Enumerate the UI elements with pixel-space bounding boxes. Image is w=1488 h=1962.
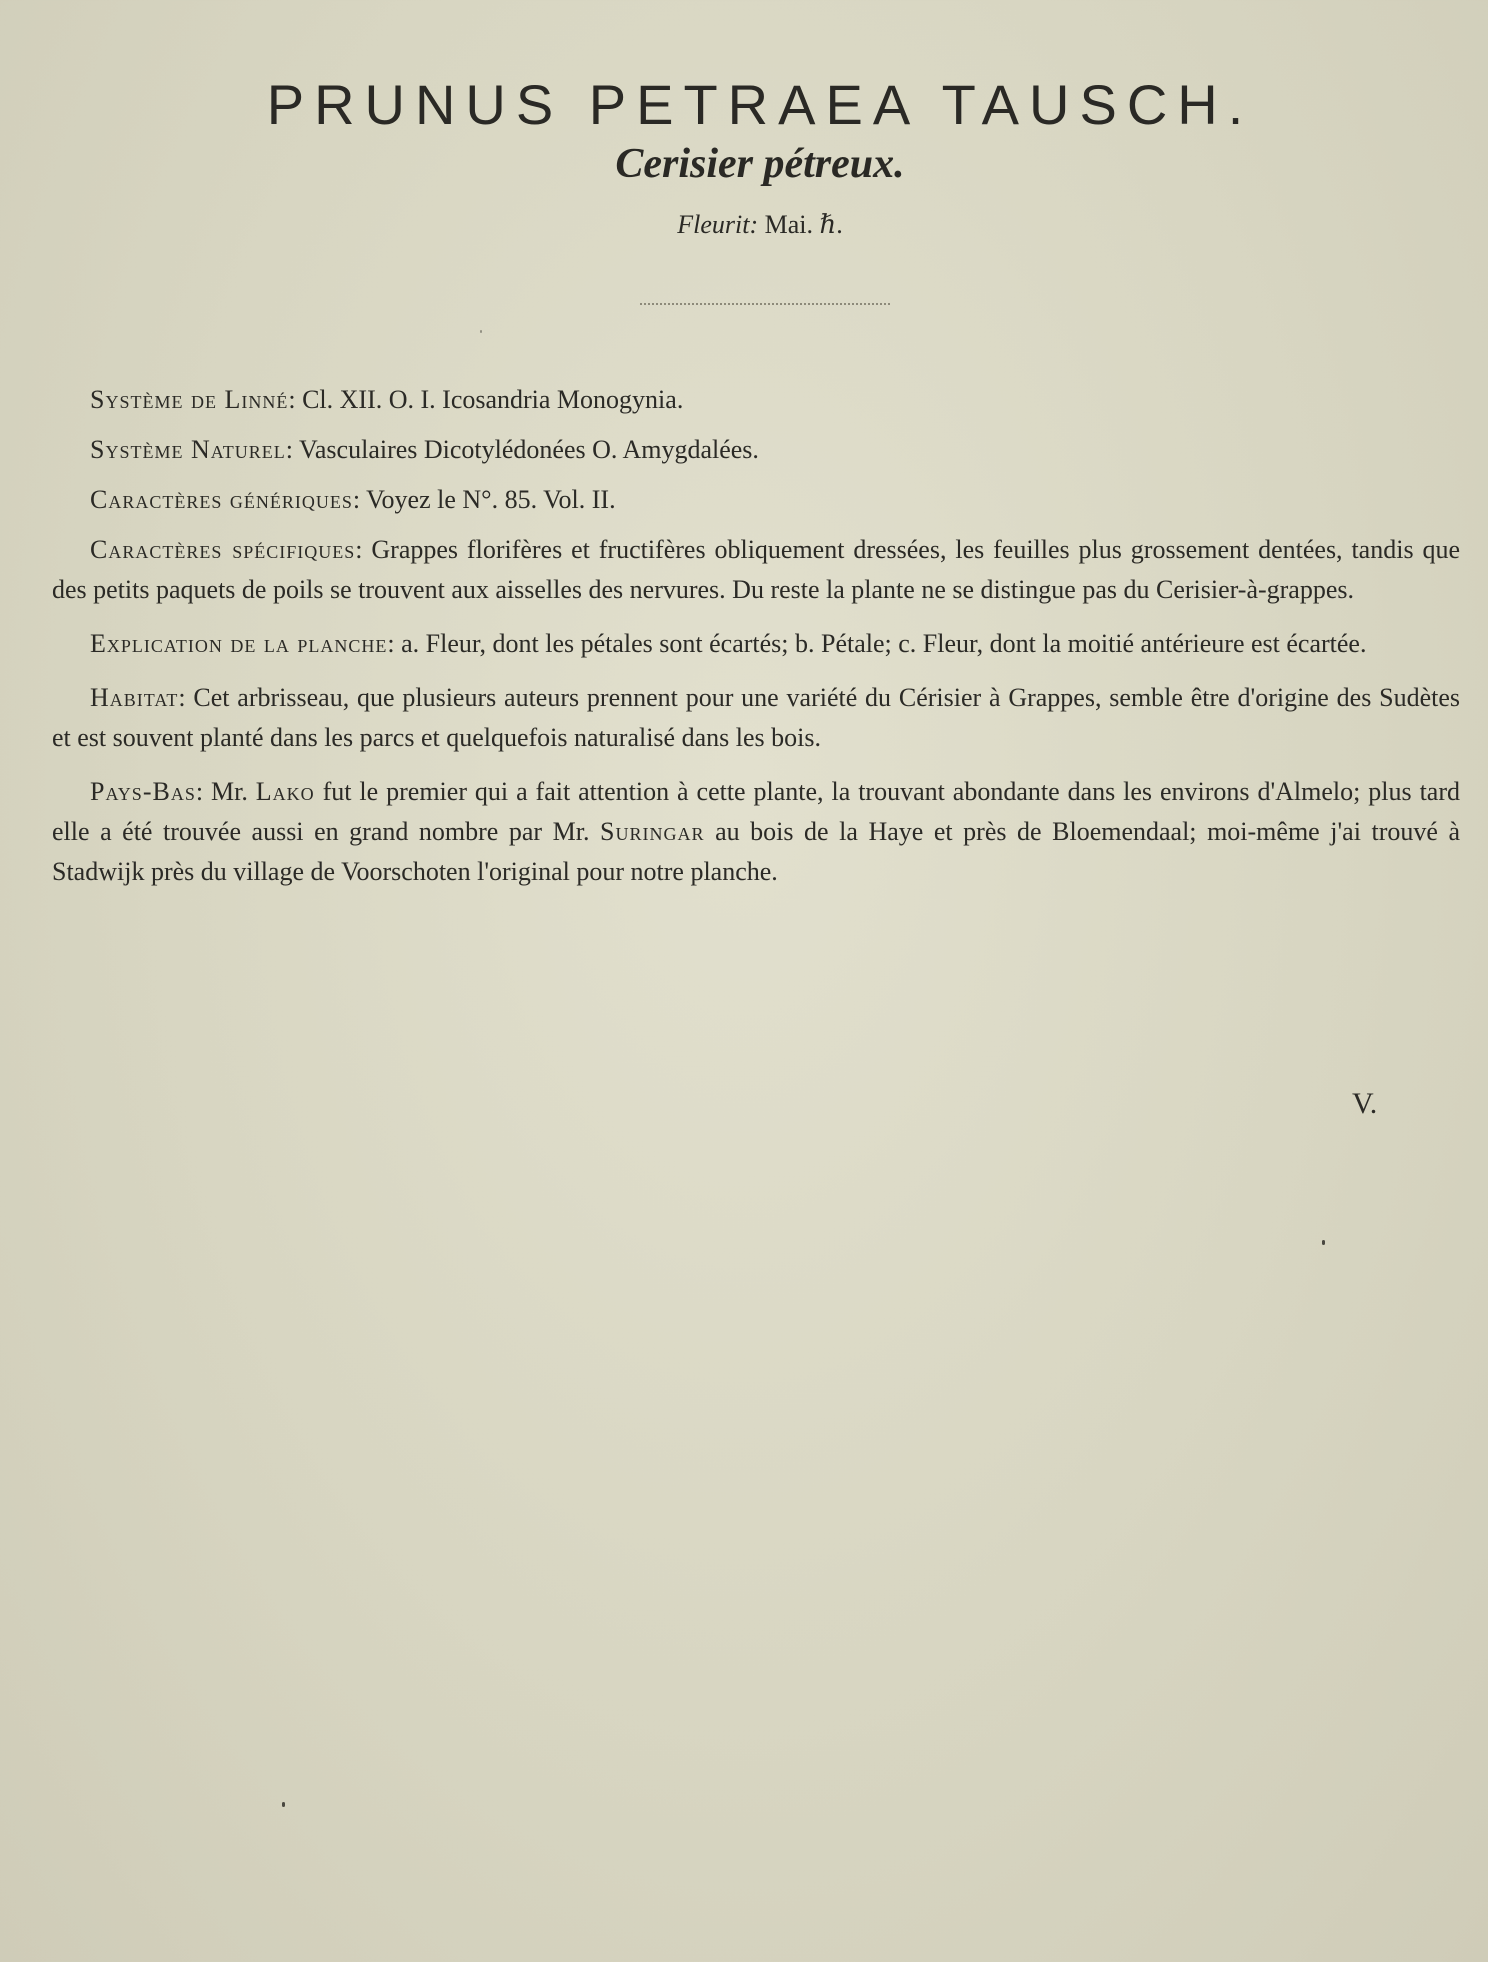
divider-rule xyxy=(640,303,890,305)
section-text: Grappes florifères et fructifères obliquement dressées, les feuilles plus grossement dentées, tandis que des petits paquets de poils se trouvent aux aisselles des nervures. Du reste la plante ne se distingue pas du Cerisier-à-grappes. xyxy=(52,535,1460,604)
page-title: PRUNUS PETRAEA TAUSCH. xyxy=(266,73,1254,136)
section-linne: Système de Linné: Cl. XII. O. I. Icosandria Monogynia. xyxy=(90,385,684,414)
section-label: Caractères génériques xyxy=(90,485,353,514)
flowering-label: Fleurit: xyxy=(677,210,759,239)
flowering-value: Mai. ℏ. xyxy=(764,210,843,239)
section-label: Habitat xyxy=(90,683,179,712)
page-subtitle: Cerisier pétreux. xyxy=(615,141,905,187)
section-text: Voyez le N°. 85. Vol. II. xyxy=(366,485,616,514)
section-label: Pays-Bas xyxy=(90,777,196,806)
section-text: au bois de la Haye et près de Bloemendaal; moi-même j'ai trouvé à Stadwijk près du village de Voorschoten l'original pour notre planche. xyxy=(52,817,1460,886)
section-generiques: Caractères génériques: Voyez le N°. 85. Vol. II. xyxy=(90,485,616,514)
section-label: Caractères spécifiques xyxy=(90,535,356,564)
description-body xyxy=(52,380,1460,906)
paper-speck xyxy=(1322,1240,1325,1245)
person-name-suringar: Suringar xyxy=(600,817,705,846)
section-label: Système de Linné xyxy=(90,385,289,414)
section-habitat: Habitat: Cet arbrisseau, que plusieurs auteurs prennent pour une variété du Cérisier à Grappes, semble être d'origine des Sudètes et est souvent planté dans les parcs et quelquefois naturalisé dans les bois. xyxy=(52,683,1461,752)
section-naturel: Système Naturel: Vasculaires Dicotylédonées O. Amygdalées. xyxy=(90,435,759,464)
paper-speck xyxy=(480,330,482,333)
section-label: Explication de la planche xyxy=(90,629,388,658)
section-text: fut le premier qui a fait attention à cette plante, la trouvant abondante dans les environs d'Almelo; plus tard elle a été trouvée aussi en grand nombre par Mr. xyxy=(52,777,1460,846)
section-explication: Explication de la planche: a. Fleur, dont les pétales sont écartés; b. Pétale; c. Fleur, dont la moitié antérieure est écartée. xyxy=(90,629,1367,658)
section-text: a. Fleur, dont les pétales sont écartés; b. Pétale; c. Fleur, dont la moitié antérieure est écartée. xyxy=(401,629,1367,658)
section-text: Cet arbrisseau, que plusieurs auteurs prennent pour une variété du Cérisier à Grappes, semble être d'origine des Sudètes et est souvent planté dans les parcs et quelquefois naturalisé dans les bois. xyxy=(52,683,1461,752)
section-text: Vasculaires Dicotylédonées O. Amygdalées. xyxy=(299,435,759,464)
author-signature: V. xyxy=(1352,1087,1378,1120)
section-pays-bas: Pays-Bas: Mr. Lako fut le premier qui a fait attention à cette plante, la trouvant abondante dans les environs d'Almelo; plus tard elle a été trouvée aussi en grand nombre par Mr. Suringar au bois de la Haye et près de Bloemendaal; moi-même j'ai trouvé à Stadwijk près du village de Voorschoten l'original pour notre planche. xyxy=(52,777,1460,886)
section-specifiques: Caractères spécifiques: Grappes florifères et fructifères obliquement dressées, les feuilles plus grossement dentées, tandis que des petits paquets de poils se trouvent aux aisselles des nervures. Du reste la plante ne se distingue pas du Cerisier-à-grappes. xyxy=(52,535,1460,604)
person-name-lako: Lako xyxy=(255,777,315,806)
section-text: Cl. XII. O. I. Icosandria Monogynia. xyxy=(302,385,684,414)
paper-speck xyxy=(282,1802,285,1807)
section-text: Mr. xyxy=(211,777,256,806)
flowering-line xyxy=(0,210,1488,240)
section-label: Système Naturel xyxy=(90,435,286,464)
